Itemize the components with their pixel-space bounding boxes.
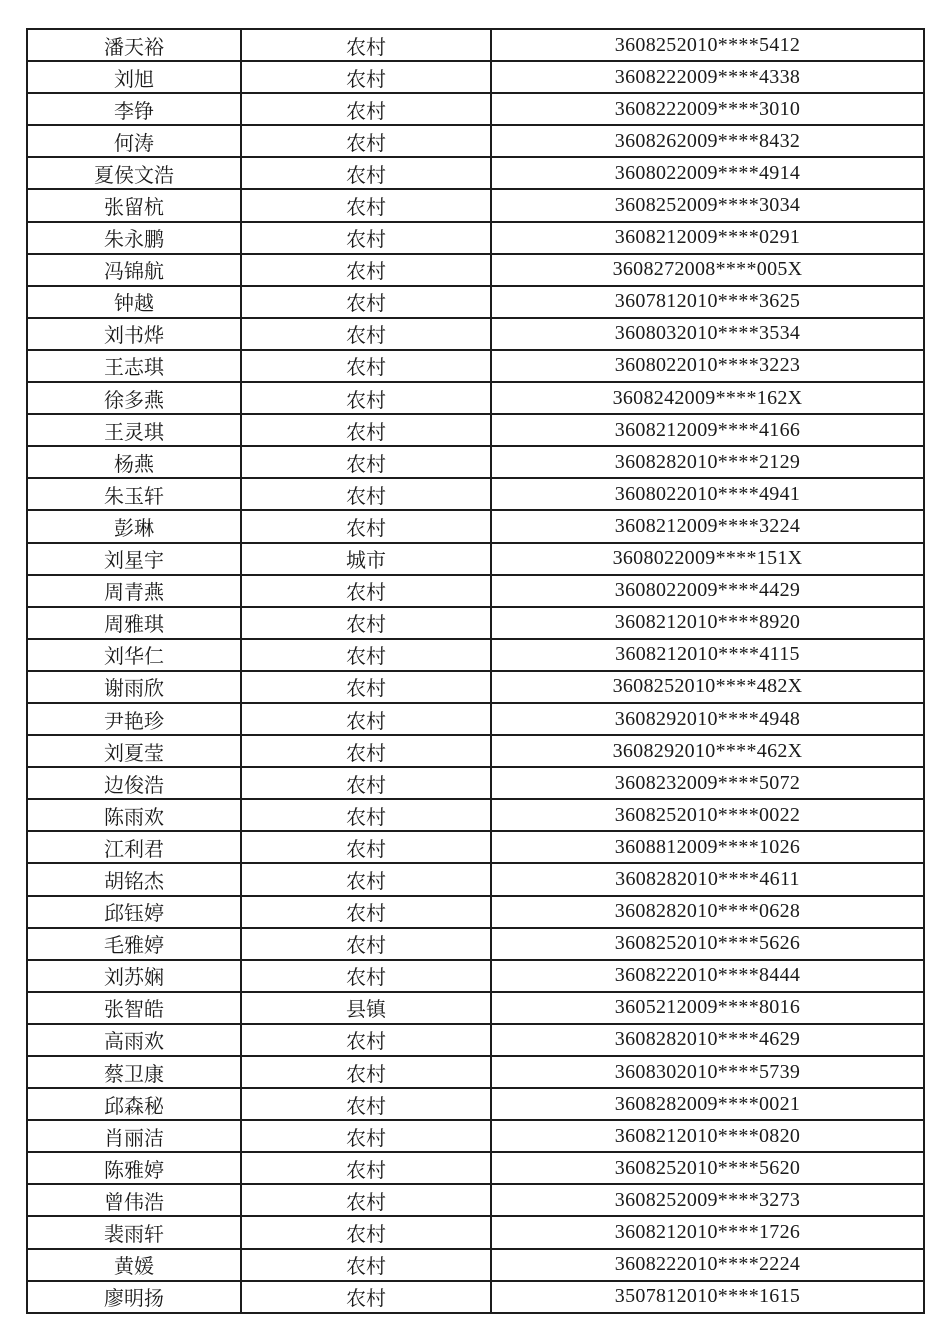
id-number-cell: 3608222010****2224 [491, 1249, 924, 1281]
name-cell: 刘苏娴 [27, 960, 241, 992]
name-cell: 王志琪 [27, 350, 241, 382]
id-number-cell: 3608252010****0022 [491, 799, 924, 831]
id-number-cell: 3608252010****482X [491, 671, 924, 703]
table-row [27, 992, 924, 1024]
name-cell: 张留杭 [27, 189, 241, 221]
table-row [27, 61, 924, 93]
table-row [27, 703, 924, 735]
table-row [27, 446, 924, 478]
id-number-cell: 3608252010****5626 [491, 928, 924, 960]
name-cell: 裴雨轩 [27, 1216, 241, 1248]
area-type-cell: 农村 [241, 286, 491, 318]
id-number-cell: 3608212010****8920 [491, 607, 924, 639]
table-row [27, 896, 924, 928]
id-number-cell: 3608212010****0820 [491, 1120, 924, 1152]
name-cell: 高雨欢 [27, 1024, 241, 1056]
table-row [27, 222, 924, 254]
area-type-cell: 农村 [241, 735, 491, 767]
name-cell: 廖明扬 [27, 1281, 241, 1313]
name-cell: 夏侯文浩 [27, 157, 241, 189]
area-type-cell: 农村 [241, 767, 491, 799]
name-cell: 钟越 [27, 286, 241, 318]
area-type-cell: 农村 [241, 928, 491, 960]
id-number-cell: 3608022009****4429 [491, 575, 924, 607]
name-cell: 刘华仁 [27, 639, 241, 671]
area-type-cell: 农村 [241, 831, 491, 863]
id-number-cell: 3608252010****5412 [491, 29, 924, 61]
name-cell: 张智皓 [27, 992, 241, 1024]
id-number-cell: 3608222009****4338 [491, 61, 924, 93]
id-number-cell: 3608252010****5620 [491, 1152, 924, 1184]
id-number-cell: 3608212009****4166 [491, 414, 924, 446]
table-row [27, 157, 924, 189]
area-type-cell: 农村 [241, 414, 491, 446]
id-number-cell: 3608022010****4941 [491, 478, 924, 510]
area-type-cell: 农村 [241, 703, 491, 735]
area-type-cell: 农村 [241, 1249, 491, 1281]
name-cell: 何涛 [27, 125, 241, 157]
roster-table [26, 28, 925, 1314]
id-number-cell: 3608252009****3034 [491, 189, 924, 221]
table-row [27, 1088, 924, 1120]
area-type-cell: 农村 [241, 1024, 491, 1056]
name-cell: 谢雨欣 [27, 671, 241, 703]
id-number-cell: 3608212010****4115 [491, 639, 924, 671]
name-cell: 邱森秘 [27, 1088, 241, 1120]
id-number-cell: 3608252009****3273 [491, 1184, 924, 1216]
id-number-cell: 3608302010****5739 [491, 1056, 924, 1088]
area-type-cell: 农村 [241, 671, 491, 703]
area-type-cell: 农村 [241, 478, 491, 510]
table-row [27, 767, 924, 799]
name-cell: 边俊浩 [27, 767, 241, 799]
table-row [27, 543, 924, 575]
name-cell: 冯锦航 [27, 254, 241, 286]
area-type-cell: 农村 [241, 382, 491, 414]
table-row [27, 189, 924, 221]
table-row [27, 318, 924, 350]
name-cell: 杨燕 [27, 446, 241, 478]
area-type-cell: 县镇 [241, 992, 491, 1024]
id-number-cell: 3608232009****5072 [491, 767, 924, 799]
area-type-cell: 农村 [241, 93, 491, 125]
name-cell: 朱玉轩 [27, 478, 241, 510]
name-cell: 江利君 [27, 831, 241, 863]
area-type-cell: 农村 [241, 575, 491, 607]
area-type-cell: 农村 [241, 189, 491, 221]
id-number-cell: 3608032010****3534 [491, 318, 924, 350]
table-row [27, 125, 924, 157]
area-type-cell: 农村 [241, 607, 491, 639]
table-row [27, 639, 924, 671]
table-row [27, 1024, 924, 1056]
area-type-cell: 农村 [241, 446, 491, 478]
table-row [27, 831, 924, 863]
area-type-cell: 农村 [241, 1281, 491, 1313]
area-type-cell: 农村 [241, 1088, 491, 1120]
name-cell: 潘天裕 [27, 29, 241, 61]
table-row [27, 254, 924, 286]
name-cell: 肖丽洁 [27, 1120, 241, 1152]
name-cell: 黄媛 [27, 1249, 241, 1281]
area-type-cell: 农村 [241, 61, 491, 93]
table-row [27, 382, 924, 414]
table-row [27, 607, 924, 639]
id-number-cell: 3608282010****2129 [491, 446, 924, 478]
table-row [27, 1152, 924, 1184]
table-row [27, 1120, 924, 1152]
name-cell: 陈雅婷 [27, 1152, 241, 1184]
id-number-cell: 3608262009****8432 [491, 125, 924, 157]
name-cell: 曾伟浩 [27, 1184, 241, 1216]
table-row [27, 799, 924, 831]
area-type-cell: 农村 [241, 1120, 491, 1152]
name-cell: 王灵琪 [27, 414, 241, 446]
id-number-cell: 3608212010****1726 [491, 1216, 924, 1248]
name-cell: 朱永鹏 [27, 222, 241, 254]
id-number-cell: 3608282009****0021 [491, 1088, 924, 1120]
area-type-cell: 农村 [241, 896, 491, 928]
name-cell: 刘书烨 [27, 318, 241, 350]
name-cell: 李铮 [27, 93, 241, 125]
table-row [27, 1184, 924, 1216]
area-type-cell: 城市 [241, 543, 491, 575]
table-row [27, 575, 924, 607]
table-row [27, 478, 924, 510]
area-type-cell: 农村 [241, 125, 491, 157]
id-number-cell: 3608292010****4948 [491, 703, 924, 735]
table-row [27, 671, 924, 703]
name-cell: 陈雨欢 [27, 799, 241, 831]
id-number-cell: 3608022009****151X [491, 543, 924, 575]
table-row [27, 93, 924, 125]
area-type-cell: 农村 [241, 350, 491, 382]
name-cell: 周雅琪 [27, 607, 241, 639]
name-cell: 尹艳珍 [27, 703, 241, 735]
table-row [27, 960, 924, 992]
table-row [27, 286, 924, 318]
area-type-cell: 农村 [241, 863, 491, 895]
id-number-cell: 3607812010****3625 [491, 286, 924, 318]
id-number-cell: 3507812010****1615 [491, 1281, 924, 1313]
area-type-cell: 农村 [241, 254, 491, 286]
area-type-cell: 农村 [241, 318, 491, 350]
id-number-cell: 3608022009****4914 [491, 157, 924, 189]
table-row [27, 1249, 924, 1281]
name-cell: 刘旭 [27, 61, 241, 93]
area-type-cell: 农村 [241, 1216, 491, 1248]
id-number-cell: 3608282010****4629 [491, 1024, 924, 1056]
area-type-cell: 农村 [241, 639, 491, 671]
id-number-cell: 3608812009****1026 [491, 831, 924, 863]
table-row [27, 735, 924, 767]
id-number-cell: 3608212009****3224 [491, 510, 924, 542]
id-number-cell: 3608222010****8444 [491, 960, 924, 992]
table-row [27, 510, 924, 542]
table-row [27, 1216, 924, 1248]
area-type-cell: 农村 [241, 1184, 491, 1216]
table-row [27, 414, 924, 446]
area-type-cell: 农村 [241, 1152, 491, 1184]
name-cell: 刘夏莹 [27, 735, 241, 767]
id-number-cell: 3608282010****4611 [491, 863, 924, 895]
name-cell: 刘星宇 [27, 543, 241, 575]
id-number-cell: 3608222009****3010 [491, 93, 924, 125]
id-number-cell: 3608242009****162X [491, 382, 924, 414]
name-cell: 毛雅婷 [27, 928, 241, 960]
id-number-cell: 3608272008****005X [491, 254, 924, 286]
id-number-cell: 3605212009****8016 [491, 992, 924, 1024]
table-row [27, 863, 924, 895]
area-type-cell: 农村 [241, 29, 491, 61]
area-type-cell: 农村 [241, 1056, 491, 1088]
area-type-cell: 农村 [241, 510, 491, 542]
name-cell: 徐多燕 [27, 382, 241, 414]
name-cell: 胡铭杰 [27, 863, 241, 895]
name-cell: 蔡卫康 [27, 1056, 241, 1088]
table-row [27, 29, 924, 61]
area-type-cell: 农村 [241, 960, 491, 992]
id-number-cell: 3608282010****0628 [491, 896, 924, 928]
area-type-cell: 农村 [241, 157, 491, 189]
id-number-cell: 3608022010****3223 [491, 350, 924, 382]
name-cell: 邱钰婷 [27, 896, 241, 928]
name-cell: 周青燕 [27, 575, 241, 607]
table-row [27, 928, 924, 960]
area-type-cell: 农村 [241, 799, 491, 831]
table-row [27, 1056, 924, 1088]
area-type-cell: 农村 [241, 222, 491, 254]
table-row [27, 1281, 924, 1313]
id-number-cell: 3608212009****0291 [491, 222, 924, 254]
table-row [27, 350, 924, 382]
table-body [27, 29, 924, 1313]
id-number-cell: 3608292010****462X [491, 735, 924, 767]
name-cell: 彭琳 [27, 510, 241, 542]
